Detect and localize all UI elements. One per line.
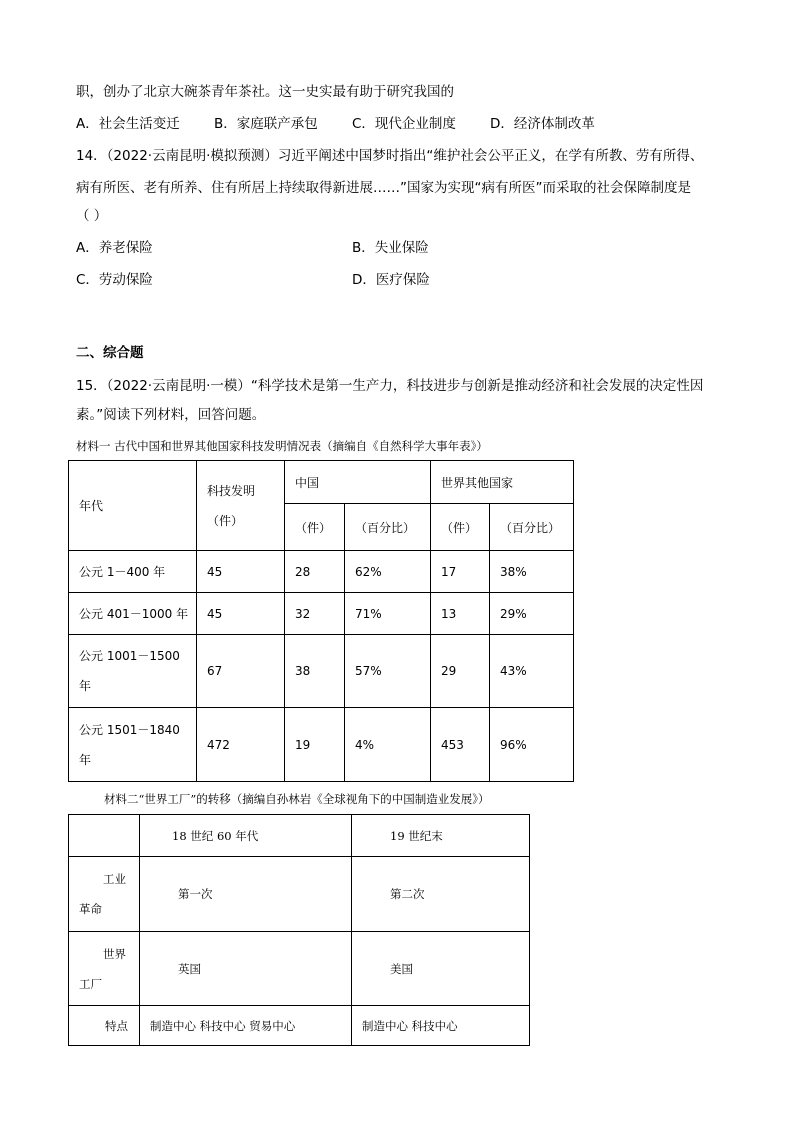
row-label <box>69 932 140 1006</box>
header-world: 世界其他国家 <box>431 461 574 504</box>
header-col2: 19 世纪末 <box>352 815 530 857</box>
row-china-percent: 57% <box>345 635 431 708</box>
row-world-percent: 43% <box>490 635 574 708</box>
q15-stem-line2: 素。”阅读下列材料，回答问题。 <box>76 407 266 423</box>
q14-option-b: B．失业保险 <box>352 240 429 256</box>
row-era-line2: 年 <box>79 752 92 767</box>
q14-option-a: A．养老保险 <box>76 240 153 256</box>
table-row <box>69 708 574 782</box>
row-era-line2: 年 <box>79 679 92 693</box>
table-row <box>69 551 574 593</box>
q14-stem-line2: 病有所医、老有所养、住有所居上持续取得新进展……”国家为实现“病有所医”而采取的社会保障制度是 <box>76 180 691 196</box>
q14-stem-line3: （ ） <box>76 208 108 224</box>
row-total: 67 <box>197 635 285 708</box>
row-col1: 制造中心 科技中心 贸易中心 <box>140 1006 352 1046</box>
header-col1: 18 世纪 60 年代 <box>140 815 352 857</box>
q14-option-d: D．医疗保险 <box>352 272 430 288</box>
row-era: 公元 1－400 年 <box>69 551 197 593</box>
row-col2: 第二次 <box>352 857 530 932</box>
q13-option-d: D．经济体制改革 <box>490 116 595 132</box>
table-row <box>69 1006 530 1046</box>
row-world-percent: 38% <box>490 551 574 593</box>
row-label-line1: 工业 <box>103 872 126 886</box>
header-inventions <box>197 461 285 551</box>
row-world-count: 17 <box>431 551 490 593</box>
row-era <box>69 635 197 708</box>
row-china-percent: 71% <box>345 593 431 635</box>
row-world-percent: 29% <box>490 593 574 635</box>
row-china-count: 38 <box>285 635 345 708</box>
header-inventions-label: 科技发明 <box>207 483 256 498</box>
q13-option-a: A．社会生活变迁 <box>76 116 180 132</box>
q13-option-c: C．现代企业制度 <box>352 116 456 132</box>
row-label-line2: 革命 <box>79 902 102 916</box>
row-total: 472 <box>197 708 285 782</box>
material2-caption: 材料二“世界工厂”的转移（摘编自孙林岩《全球视角下的中国制造业发展》） <box>104 792 490 806</box>
row-china-percent: 62% <box>345 551 431 593</box>
row-col2: 制造中心 科技中心 <box>352 1006 530 1046</box>
row-world-percent: 96% <box>490 708 574 782</box>
header-china-count: （件） <box>285 504 345 551</box>
header-china-percent: （百分比） <box>345 504 431 551</box>
row-china-count: 32 <box>285 593 345 635</box>
row-total: 45 <box>197 593 285 635</box>
row-era <box>69 708 197 782</box>
row-world-count: 29 <box>431 635 490 708</box>
row-label: 特点 <box>69 1006 140 1046</box>
section-title: 二、综合题 <box>76 345 144 361</box>
row-era-line1: 公元 1501－1840 <box>79 722 180 737</box>
row-label-line2: 工厂 <box>79 976 102 991</box>
row-china-count: 19 <box>285 708 345 782</box>
table-row <box>69 857 530 932</box>
header-inventions-unit: （件） <box>207 513 244 528</box>
row-china-percent: 4% <box>345 708 431 782</box>
q14-stem-line1: 14．（2022·云南昆明·模拟预测）习近平阐述中国梦时指出“维护社会公平正义，在学有所教、劳有所得、 <box>76 148 704 164</box>
row-label-line1: 世界 <box>103 946 126 961</box>
row-world-count: 453 <box>431 708 490 782</box>
q14-option-c: C．劳动保险 <box>76 272 153 288</box>
header-era: 年代 <box>69 461 197 551</box>
row-label <box>69 857 140 932</box>
row-total: 45 <box>197 551 285 593</box>
header-china: 中国 <box>285 461 431 504</box>
header-world-percent: （百分比） <box>490 504 574 551</box>
q13-stem: 职，创办了北京大碗茶青年茶社。这一史实最有助于研究我国的 <box>76 84 454 100</box>
row-col2: 美国 <box>352 932 530 1006</box>
corner-cell <box>69 815 140 857</box>
material1-caption: 材料一 古代中国和世界其他国家科技发明情况表（摘编自《自然科学大事年表》） <box>76 439 488 453</box>
q15-stem-line1: 15．（2022·云南昆明·一模）“科学技术是第一生产力，科技进步与创新是推动经济和社会发展的决定性因 <box>76 378 704 394</box>
table-row <box>69 593 574 635</box>
row-era: 公元 401－1000 年 <box>69 593 197 635</box>
table-row <box>69 635 574 708</box>
material2-table <box>68 814 530 1046</box>
row-china-count: 28 <box>285 551 345 593</box>
q13-option-b: B．家庭联产承包 <box>214 116 318 132</box>
row-col1: 第一次 <box>140 857 352 932</box>
table-row <box>69 932 530 1006</box>
row-world-count: 13 <box>431 593 490 635</box>
row-col1: 英国 <box>140 932 352 1006</box>
material1-table <box>68 460 574 782</box>
row-era-line1: 公元 1001－1500 <box>79 649 180 663</box>
header-world-count: （件） <box>431 504 490 551</box>
